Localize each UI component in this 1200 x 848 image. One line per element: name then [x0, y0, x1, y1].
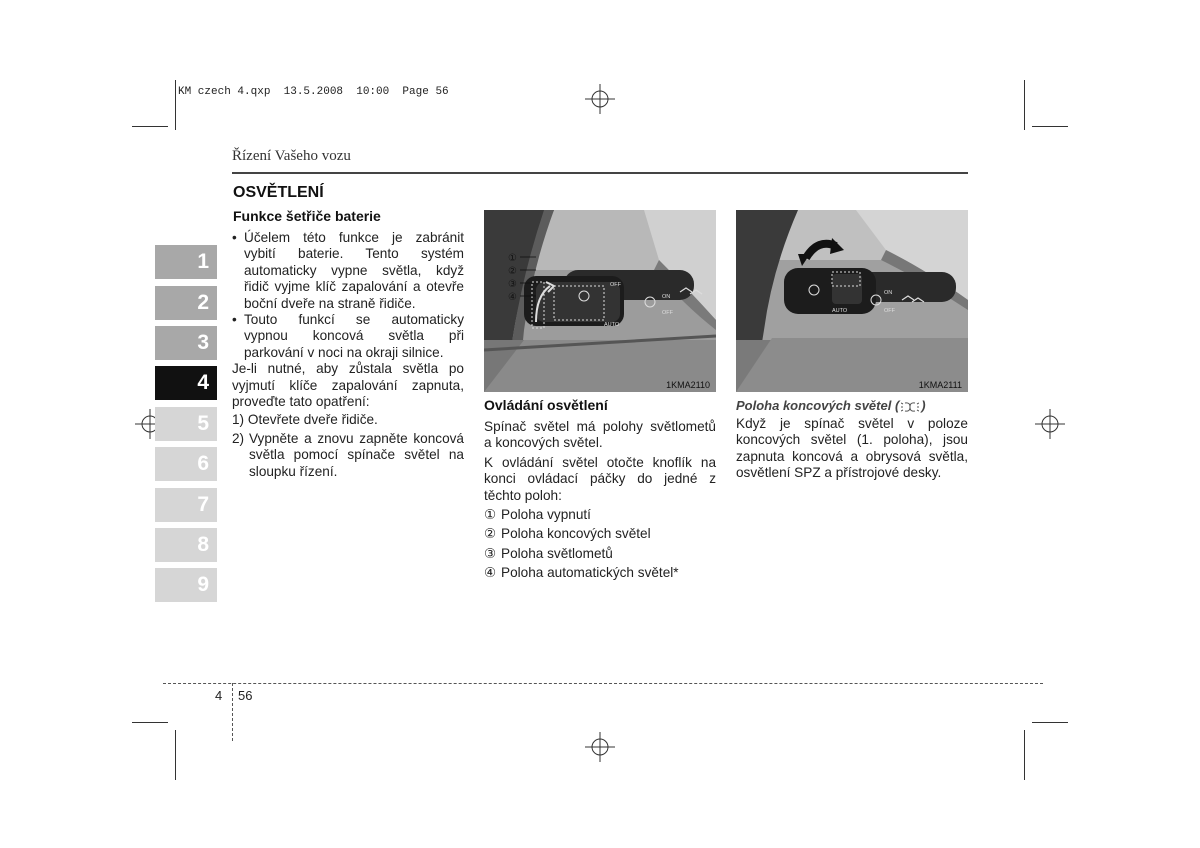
instructions-paragraph: Je-li nutné, aby zůstala světla po vyjmutí klíče zapalování zapnuta, proveďte tato opatření:	[232, 361, 464, 410]
footer-divider	[232, 683, 233, 741]
crop-mark	[1024, 730, 1025, 780]
chapter-tab-7[interactable]: 7	[155, 488, 217, 522]
switch-label-auto: AUTO	[832, 308, 848, 314]
registration-mark-icon	[585, 732, 615, 762]
position-item: ② Poloha koncových světel	[484, 526, 651, 542]
light-switch-photo	[484, 210, 716, 392]
chapter-tab-5[interactable]: 5	[155, 407, 217, 441]
chapter-tab-8[interactable]: 8	[155, 528, 217, 562]
photo-code: 1KMA2111	[918, 380, 962, 390]
section-title: OSVĚTLENÍ	[233, 184, 324, 201]
callout-1: ①	[508, 253, 517, 264]
crop-mark	[132, 126, 168, 127]
crop-mark	[1024, 80, 1025, 130]
step-item: 1) Otevřete dveře řidiče.	[232, 412, 378, 428]
switch-label-auto: AUTO	[604, 322, 620, 328]
switch-label-on: ON	[884, 290, 893, 296]
left-column	[232, 230, 464, 480]
registration-mark-icon	[1035, 409, 1065, 439]
right-column-text: Když je spínač světel v poloze koncových světel (1. poloha), jsou zapnuta koncová a obrysová světla, osvětlení SPZ a přístrojové desky.	[736, 416, 968, 481]
steering-column-illustration	[484, 210, 716, 392]
chapter-tab-2[interactable]: 2	[155, 286, 217, 320]
tail-light-icon	[901, 402, 919, 412]
crop-mark	[132, 722, 168, 723]
crop-mark	[1032, 126, 1068, 127]
callout-2: ②	[508, 266, 517, 277]
bullet-item: • Účelem této funkce je zabránit vybití baterie. Tento systém automaticky vypne světla, když řidič vyjme klíč zapalování a otevře boční dveře na straně řidiče.	[232, 230, 464, 311]
chapter-tab-1[interactable]: 1	[155, 245, 217, 279]
switch-label-off: OFF	[884, 308, 895, 314]
running-head: Řízení Vašeho vozu	[232, 148, 351, 164]
tail-light-switch-photo	[736, 210, 968, 392]
switch-label-on: ON	[662, 294, 671, 300]
registration-mark-icon	[585, 84, 615, 114]
switch-label-off-2: OFF	[662, 310, 673, 316]
position-item: ③ Poloha světlometů	[484, 545, 613, 561]
crop-mark	[175, 730, 176, 780]
position-item: ① Poloha vypnutí	[484, 507, 591, 523]
chapter-tab-9[interactable]: 9	[155, 568, 217, 602]
bullet-item: • Touto funkcí se automaticky vypnou koncová světla při parkování v noci na okraji silnice.	[232, 312, 464, 360]
switch-label-off: OFF	[610, 282, 621, 288]
middle-column-text: Spínač světel má polohy světlometů a koncových světel. K ovládání světel otočte knoflík na konci ovládací páčky do jedné z těchto poloh: ① Poloha vypnutí ② Poloha koncových světel ③ Poloha světlometů ④ Poloha automatických světel*	[484, 419, 716, 581]
step-item: 2) Vypněte a znovu zapněte koncová světla pomocí spínače světel na sloupku řízení.	[232, 430, 464, 479]
callout-4: ④	[508, 292, 517, 303]
position-item: ④ Poloha automatických světel*	[484, 565, 679, 581]
chapter-tab-6[interactable]: 6	[155, 447, 217, 481]
chapter-tab-3[interactable]: 3	[155, 326, 217, 360]
steering-column-illustration-2	[736, 210, 968, 392]
battery-saver-heading: Funkce šetřiče baterie	[233, 208, 381, 224]
tail-light-position-heading: Poloha koncových světel ( )	[736, 398, 926, 413]
chapter-number: 4	[215, 688, 223, 703]
lighting-control-heading: Ovládání osvětlení	[484, 397, 608, 413]
page-number: 56	[238, 688, 253, 703]
printer-slug: KM czech 4.qxp 13.5.2008 10:00 Page 56	[178, 86, 449, 98]
crop-mark	[1032, 722, 1068, 723]
crop-mark	[175, 80, 176, 130]
chapter-tab-4[interactable]: 4	[155, 366, 217, 400]
header-rule	[232, 172, 968, 174]
footer-rule	[163, 683, 1043, 684]
callout-3: ③	[508, 279, 517, 290]
photo-code: 1KMA2110	[666, 380, 710, 390]
